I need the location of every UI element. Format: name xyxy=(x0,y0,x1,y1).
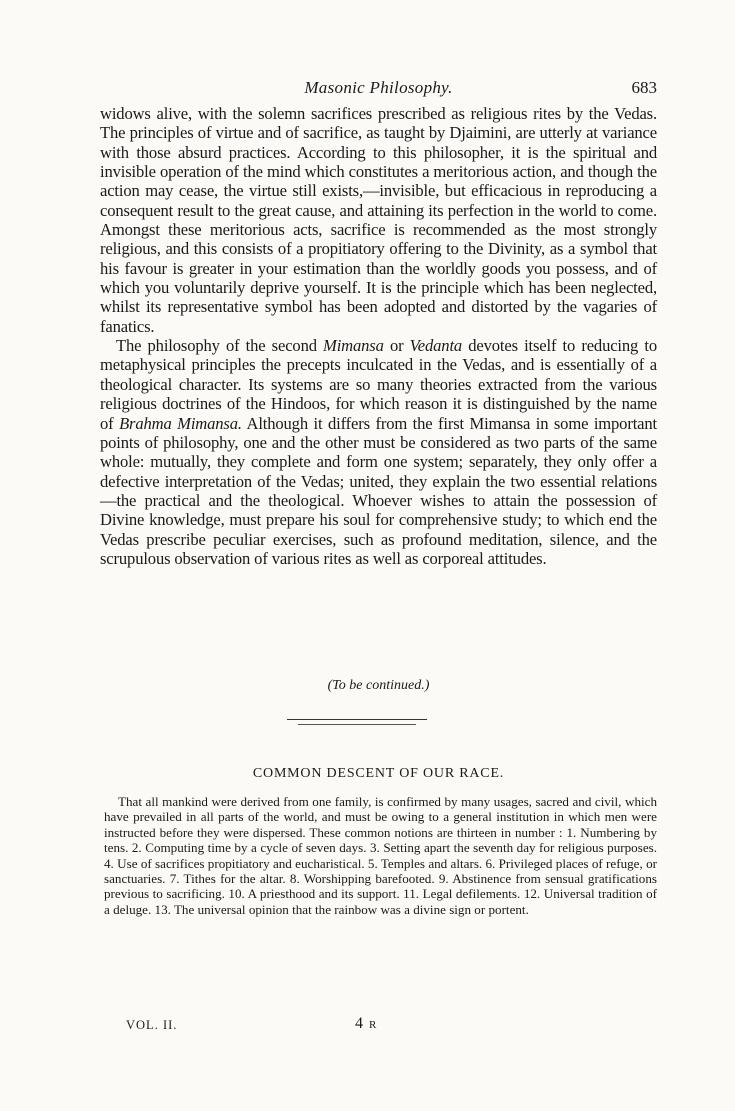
section-divider xyxy=(298,724,416,725)
paragraph-2-text: Although it differs from the first Mimansa in some important points of philosophy, one and the other must be considered as two parts of the same whole: mutually, they complete and form one system; separately, they only offer a defective interpretation of the Vedas; united, they explain the two essential relations—the practical and the theological. Whoever wishes to attain the possession of Divine knowledge, must prepare his soul for comprehensive study; to which end the Vedas prescribe peculiar exercises, such as profound meditation, silence, and the scrupulous observation of various rites as well as corporeal attitudes. xyxy=(100,413,657,568)
main-text xyxy=(100,104,657,568)
page-number: 683 xyxy=(631,78,657,97)
section-title: COMMON DESCENT OF OUR RACE. xyxy=(252,766,505,781)
term-vedanta: Vedanta xyxy=(409,336,463,356)
footer-signature xyxy=(355,1015,376,1033)
to-be-continued: (To be continued.) xyxy=(327,678,430,693)
paragraph-2-text: devotes itself to reducing to metaphysical principles the precepts inculcated in the Vedas, and is essentially of a theological character. Its systems are so many theories extracted from the various religious doctrines of the Hindoos, for which reason it is distinguished by the name of xyxy=(100,336,657,433)
term-brahma-mimansa: Brahma Mimansa. xyxy=(119,413,242,433)
paragraph-2 xyxy=(100,336,657,568)
section-divider xyxy=(287,719,427,720)
running-head-title: Masonic Philosophy. xyxy=(304,78,453,97)
section-body xyxy=(104,794,657,917)
paragraph-2-text: The philosophy of the second xyxy=(116,336,324,356)
section-paragraph: That all mankind were derived from one family, is confirmed by many usages, sacred and civil, which have prevailed in all parts of the world, and must be owing to a general institution in which men were instructed before they were dispersed. These common notions are thirteen in number : 1. Numbering by tens. 2. Computing time by a cycle of seven days. 3. Setting apart the seventh day for religious purposes. 4. Use of sacrifices propitiatory and eucharistical. 5. Temples and altars. 6. Privileged places of refuge, or sanctuaries. 7. Tithes for the altar. 8. Worshipping barefooted. 9. Abstinence from sensual gratifications previous to sacrificing. 10. A priesthood and its support. 11. Legal defilements. 12. Universal tradition of a deluge. 13. The universal opinion that the rainbow was a divine sign or portent. xyxy=(104,794,657,917)
term-mimansa: Mimansa xyxy=(323,336,384,356)
paragraph-2-text: or xyxy=(383,336,410,356)
running-head xyxy=(100,78,657,102)
signature-letter: R xyxy=(369,1019,377,1031)
signature-number: 4 xyxy=(355,1015,363,1032)
footer-volume: VOL. II. xyxy=(126,1018,178,1032)
paragraph-1: widows alive, with the solemn sacrifices prescribed as religious rites by the Vedas. The principles of virtue and of sacrifice, as taught by Djaimini, are utterly at variance with those absurd practices. According to this philosopher, it is the spiritual and invisible operation of the mind which constitutes a meritorious action, and though the action may cease, the virtue still exists,—invisible, but efficacious in reproducing a consequent result to the great cause, and attaining its perfection in the world to come. Amongst these meritorious acts, sacrifice is recommended as the most strongly religious, and this consists of a propitiatory offering to the Divinity, as a symbol that his favour is greater in your estimation than the worldly goods you possess, and of which you voluntarily deprive yourself. It is the principle which has been neglected, whilst its representative symbol has been adopted and distorted by the vagaries of fanatics. xyxy=(100,104,657,336)
